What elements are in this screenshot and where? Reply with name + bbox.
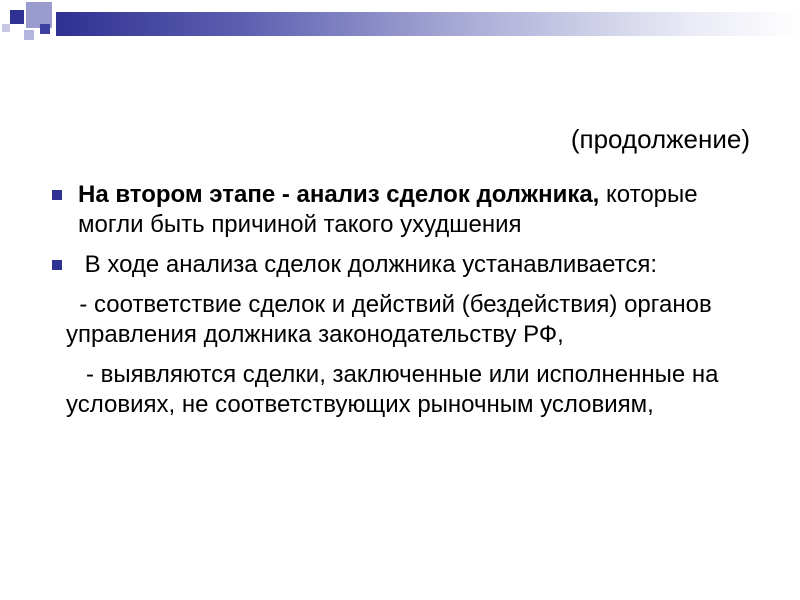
slide-subtitle: (продолжение): [570, 124, 750, 154]
sub-item-text: - выявляются сделки, заключенные или исполненные на условиях, не соответствующих рыночным условиям,: [66, 361, 726, 418]
decor-square: [10, 10, 24, 24]
gradient-header-band: [56, 12, 800, 36]
decor-square: [2, 24, 10, 32]
bullet-item: [44, 180, 754, 240]
bullet-text: которые могли быть причиной такого ухудшения: [78, 181, 698, 238]
bullet-item: [44, 250, 754, 280]
square-bullet-icon: [52, 190, 62, 200]
bullet-bold-text: На втором этапе - анализ сделок должника,: [78, 181, 600, 208]
decor-square: [40, 24, 50, 34]
square-bullet-icon: [52, 260, 62, 270]
sub-item: [32, 290, 754, 350]
decor-square: [24, 30, 34, 40]
sub-item: [32, 360, 754, 420]
slide-body: [44, 180, 754, 430]
bullet-text: В ходе анализа сделок должника устанавливается:: [78, 251, 658, 278]
sub-item-text: - соответствие сделок и действий (бездействия) органов управления должника законодательству РФ,: [66, 291, 719, 348]
